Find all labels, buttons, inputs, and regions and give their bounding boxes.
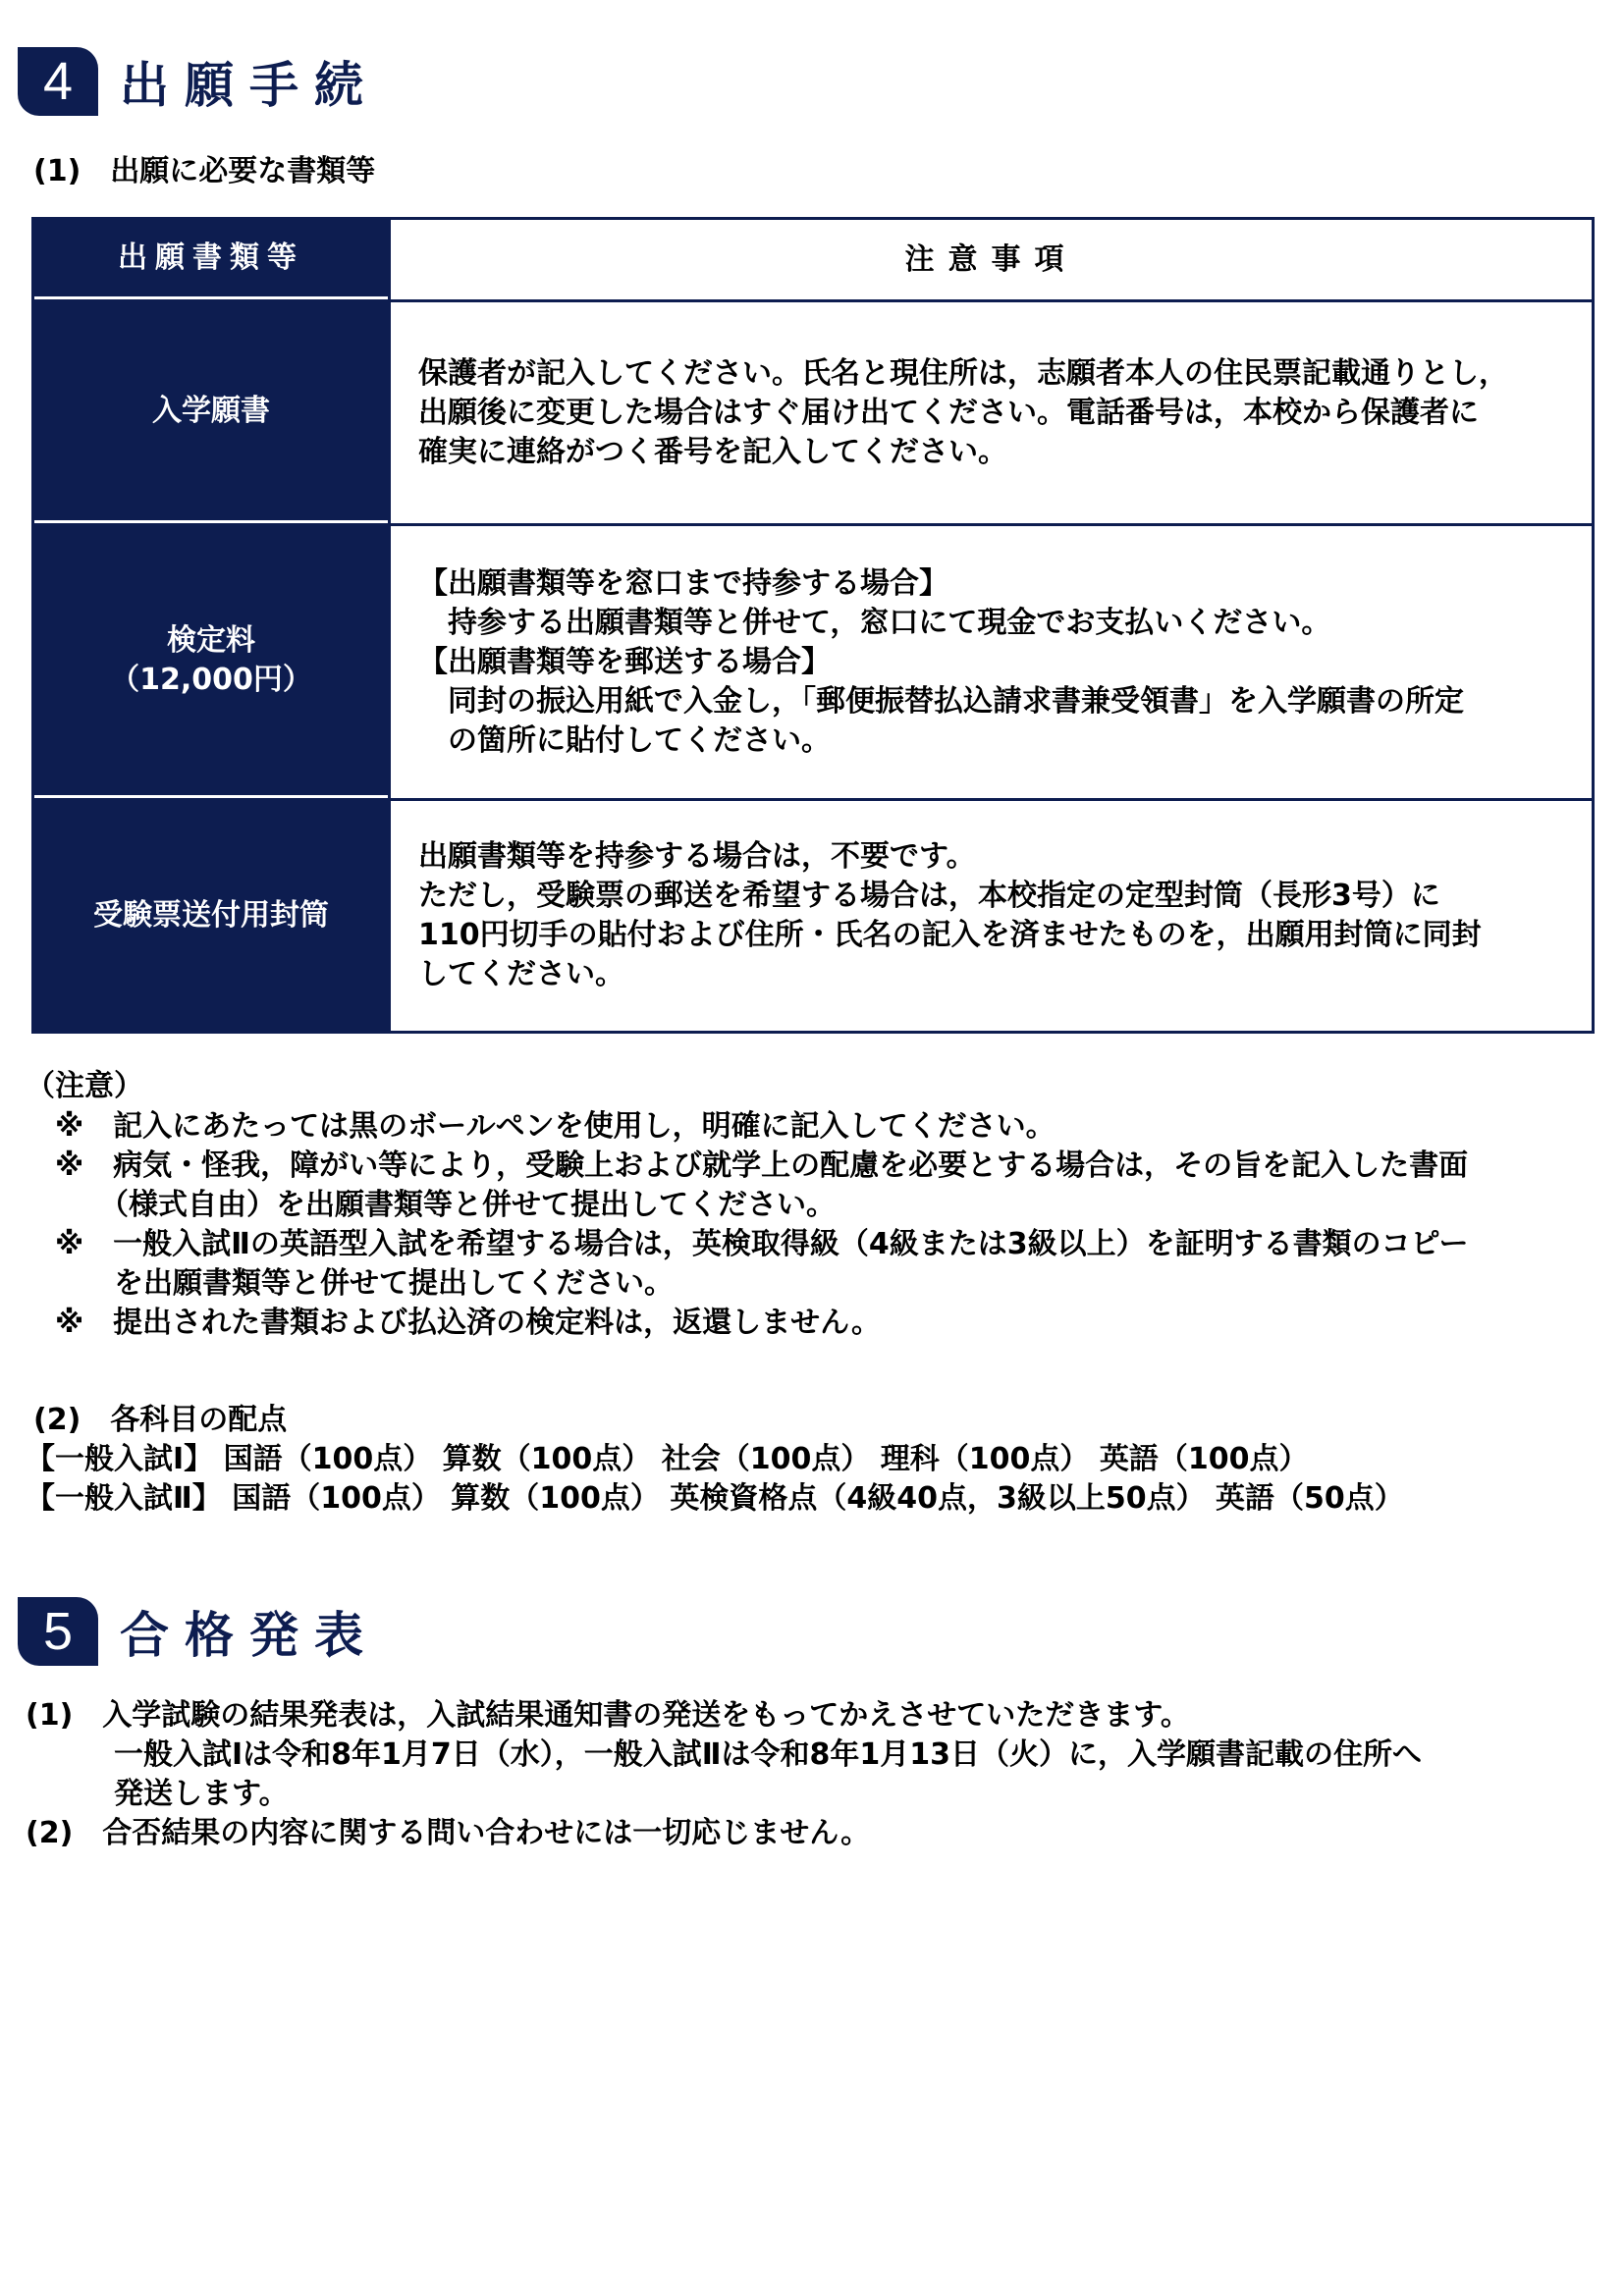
result-line: (2) 合否結果の内容に関する問い合わせには一切応じません。 (26, 1816, 871, 1850)
table-row (34, 801, 1592, 1031)
row-note (388, 526, 1592, 798)
table-header-row (34, 220, 1592, 302)
subsection-heading-2: (2) 各科目の配点 (33, 1403, 288, 1437)
notes-heading: （注意） (26, 1069, 143, 1103)
header-notes: 注意事項 (388, 220, 1592, 299)
note-line: ※ 提出された書類および払込済の検定料は，返還しません。 (26, 1306, 881, 1340)
note-line: （様式自由）を出願書類等と併せて提出してください。 (26, 1188, 836, 1222)
note-line: してください。 (418, 957, 624, 991)
row-note (388, 801, 1592, 1031)
note-line: を出願書類等と併せて提出してください。 (26, 1266, 674, 1301)
section-title: 出願手続 (120, 57, 379, 114)
note-line: 出願書類等を持参する場合は，不要です。 (418, 839, 976, 874)
result-line: 一般入試Ⅰは令和8年1月7日（水），一般入試Ⅱは令和8年1月13日（火）に，入学願書記載の住所へ (26, 1737, 1423, 1772)
note-line: 保護者が記入してください。氏名と現住所は，志願者本人の住民票記載通りとし， (418, 355, 1508, 391)
note-line: 【出願書類等を窓口まで持参する場合】 (418, 565, 948, 601)
table-row (34, 526, 1592, 801)
header-documents: 出願書類等 (34, 220, 388, 299)
fee-label: 検定料 (167, 623, 255, 658)
row-item-envelope: 受験票送付用封筒 (34, 801, 388, 1031)
note-line: 持参する出願書類等と併せて，窓口にて現金でお支払いください。 (418, 605, 1331, 640)
note-line: 出願後に変更した場合はすぐ届け出てください。電話番号は，本校から保護者に (418, 395, 1479, 430)
score-line-exam-1: 【一般入試Ⅰ】 国語（100点） 算数（100点） 社会（100点） 理科（100点） 英語（100点） (26, 1442, 1309, 1476)
fee-amount: （12,000円） (110, 663, 312, 697)
row-note (388, 302, 1592, 523)
table-row (34, 302, 1592, 526)
section-4-header (18, 47, 379, 116)
result-line: 発送します。 (26, 1777, 289, 1811)
row-item-application-form: 入学願書 (34, 302, 388, 523)
section-title: 合格発表 (120, 1607, 379, 1664)
note-line: ※ 一般入試Ⅱの英語型入試を希望する場合は，英検取得級（4級または3級以上）を証明する書類のコピー (26, 1227, 1469, 1261)
note-line: ※ 病気・怪我，障がい等により，受験上および就学上の配慮を必要とする場合は，その旨を記入した書面 (26, 1148, 1469, 1183)
note-line: ただし，受験票の郵送を希望する場合は，本校指定の定型封筒（長形3号）に (418, 879, 1440, 913)
row-item-fee (34, 526, 388, 798)
subsection-heading-1: (1) 出願に必要な書類等 (33, 154, 376, 188)
score-line-exam-2: 【一般入試Ⅱ】 国語（100点） 算数（100点） 英検資格点（4級40点，3級以上50点） 英語（50点） (26, 1481, 1404, 1516)
note-line: 確実に連絡がつく番号を記入してください。 (418, 434, 1007, 469)
section-number-badge: 5 (18, 1597, 98, 1666)
note-line: 【出願書類等を郵送する場合】 (418, 644, 831, 679)
application-documents-table (31, 217, 1595, 1034)
note-line: 同封の振込用紙で入金し，「郵便振替払込請求書兼受領書」を入学願書の所定 (418, 683, 1464, 719)
result-line: (1) 入学試験の結果発表は，入試結果通知書の発送をもってかえさせていただきます。 (26, 1698, 1190, 1733)
note-line: ※ 記入にあたっては黒のボールペンを使用し，明確に記入してください。 (26, 1109, 1056, 1144)
note-line: の箇所に貼付してください。 (418, 722, 831, 758)
section-5-header (18, 1597, 379, 1666)
note-line: 110円切手の貼付および住所・氏名の記入を済ませたものを，出願用封筒に同封 (418, 918, 1482, 952)
section-number-badge: 4 (18, 47, 98, 116)
